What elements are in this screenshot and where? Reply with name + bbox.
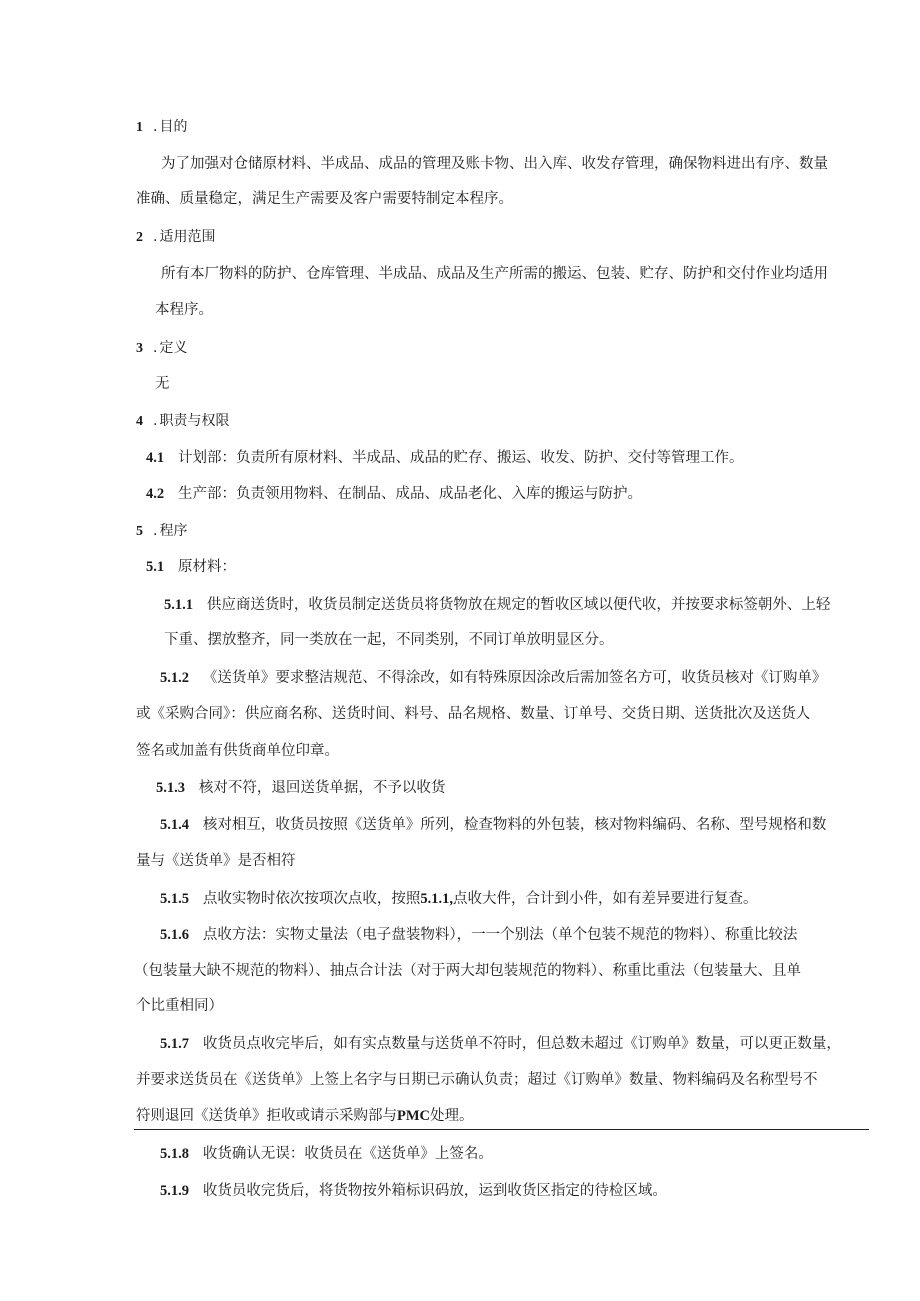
clause-number: 5.1.9 bbox=[160, 1183, 189, 1199]
clause-4-1: 4.1 计划部：负责所有原材料、半成品、成品的贮存、搬运、收发、防护、交付等管理工作。 bbox=[146, 450, 744, 466]
clause-number: 5.1.4 bbox=[160, 817, 189, 833]
section-1-heading: 1 . 目的 bbox=[136, 119, 188, 135]
clause-5-1-7-line-2: 并要求送货员在《送货单》上签上名字与日期已示确认负责；超过《订购单》数量、物料编码及名称型号不 bbox=[136, 1072, 818, 1088]
clause-5-1-5: 5.1.5 点收实物时依次按项次点收，按照5.1.1,点收大件，合计到小件，如有差异要进行复查。 bbox=[160, 891, 758, 907]
scope-line-1: 所有本厂物料的防护、仓库管理、半成品、成品及生产所需的搬运、包装、贮存、防护和交付作业均适用 bbox=[161, 266, 828, 282]
clause-reference: 5.1.1, bbox=[420, 891, 453, 907]
section-4-heading: 4 . 职责与权限 bbox=[136, 413, 230, 429]
clause-number: 5.1 bbox=[146, 559, 165, 575]
clause-number: 5.1.1 bbox=[164, 597, 193, 613]
clause-5-1-4-line-1: 5.1.4 核对相互，收货员按照《送货单》所列，检查物料的外包装，核对物料编码、名称、型号规格和数 bbox=[160, 817, 827, 833]
clause-5-1-4-line-2: 量与《送货单》是否相符 bbox=[136, 853, 296, 869]
clause-5-1-1-line-2: 下重、摆放整齐，同一类放在一起，不同类别，不同订单放明显区分。 bbox=[164, 632, 614, 648]
purpose-line-1: 为了加强对仓储原材料、半成品、成品的管理及账卡物、出入库、收发存管理，确保物料进出有序、数量 bbox=[161, 156, 828, 172]
section-2-heading: 2 . 适用范围 bbox=[136, 229, 216, 245]
clause-5-1-7-line-1: 5.1.7 收货员点收完毕后，如有实点数量与送货单不符时，但总数未超过《订购单》数量，可以更正数量， bbox=[160, 1036, 841, 1052]
purpose-line-2: 准确、质量稳定，满足生产需要及客户需要特制定本程序。 bbox=[136, 191, 513, 207]
clause-number: 5.1.5 bbox=[160, 891, 189, 907]
clause-number: 5.1.8 bbox=[160, 1146, 189, 1162]
clause-5-1-8: 5.1.8 收货确认无误：收货员在《送货单》上签名。 bbox=[160, 1146, 493, 1162]
clause-number: 5.1.7 bbox=[160, 1036, 189, 1052]
clause-number: 4.1 bbox=[146, 450, 165, 466]
clause-4-2: 4.2 生产部：负责领用物料、在制品、成品、成品老化、入库的搬运与防护。 bbox=[146, 486, 642, 502]
clause-number: 4.2 bbox=[146, 486, 165, 502]
clause-5-1-2-line-3: 签名或加盖有供货商单位印章。 bbox=[136, 743, 339, 759]
section-5-heading: 5 . 程序 bbox=[136, 523, 188, 539]
clause-5-1-6-line-2: （包装量大缺不规范的物料）、抽点合计法（对于两大却包装规范的物料）、称重比重法（包装量大、且单 bbox=[134, 963, 801, 979]
clause-5-1-6-line-1: 5.1.6 点收方法：实物丈量法（电子盘装物料），一一个别法（单个包装不规范的物料）、称重比较法 bbox=[160, 927, 798, 943]
pmc-abbrev: PMC bbox=[397, 1108, 431, 1124]
clause-5-1-9: 5.1.9 收货员收完货后，将货物按外箱标识码放，运到收货区指定的待检区域。 bbox=[160, 1183, 667, 1199]
clause-5-1-2-line-2: 或《采购合同》：供应商名称、送货时间、料号、品名规格、数量、订单号、交货日期、送货批次及送货人 bbox=[136, 706, 811, 722]
clause-number: 5.1.2 bbox=[160, 670, 189, 686]
clause-5-1-3: 5.1.3 核对不符，退回送货单据，不予以收货 bbox=[156, 780, 446, 796]
clause-5-1: 5.1 原材料： bbox=[146, 559, 236, 575]
clause-5-1-2-line-1: 5.1.2 《送货单》要求整洁规范、不得涂改，如有特殊原因涂改后需加签名方可，收货员核对《订购单》 bbox=[160, 670, 827, 686]
clause-number: 5.1.3 bbox=[156, 780, 185, 796]
section-3-heading: 3 . 定义 bbox=[136, 340, 188, 356]
clause-5-1-1-line-1: 5.1.1 供应商送货时，收货员制定送货员将货物放在规定的暂收区域以便代收，并按要求标签朝外、上轻 bbox=[164, 597, 831, 613]
clause-5-1-6-line-3: 个比重相同） bbox=[136, 998, 223, 1014]
definition-text: 无 bbox=[155, 376, 170, 392]
clause-number: 5.1.6 bbox=[160, 927, 189, 943]
scope-line-2: 本程序。 bbox=[155, 302, 213, 318]
page-divider bbox=[134, 1129, 869, 1130]
clause-5-1-7-line-3: 符则退回《送货单》拒收或请示采购部与PMC处理。 bbox=[136, 1108, 474, 1124]
